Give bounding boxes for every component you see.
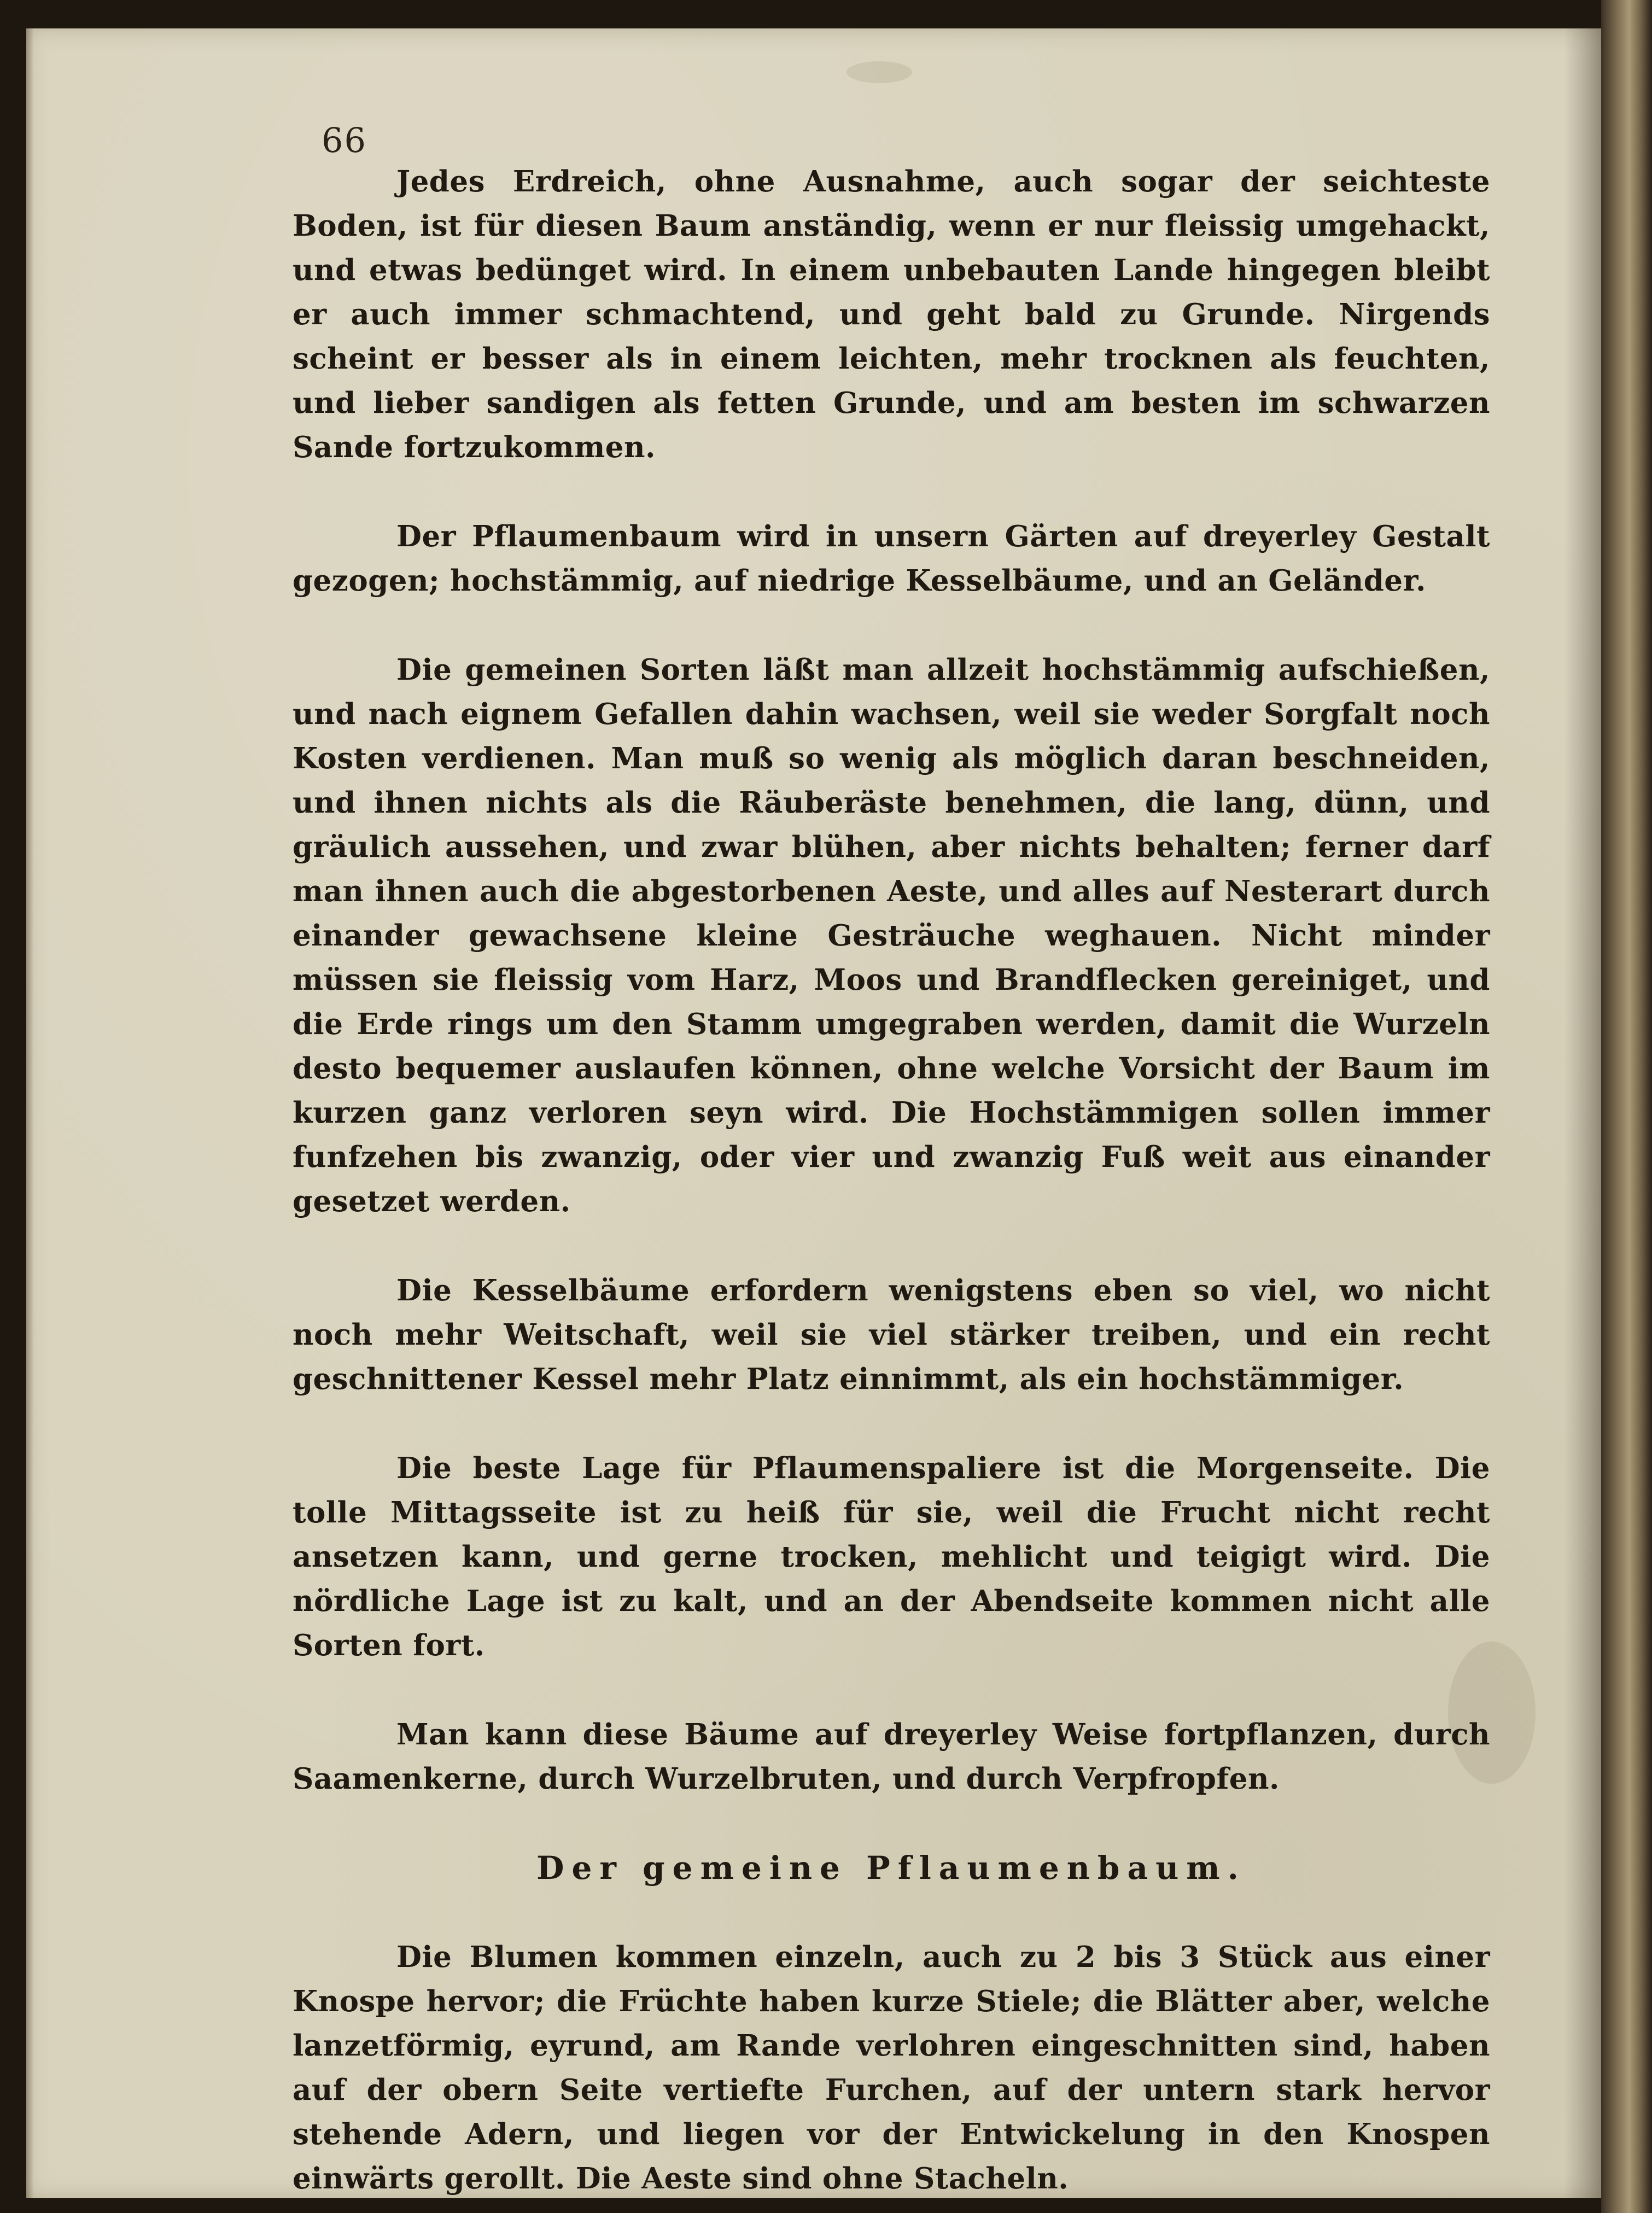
- paragraph-forms: Der Pflaumenbaum wird in unsern Gärten auf dreyerley Gestalt gezogen; hochstämmig, auf niedrige Kesselbäume, und an Geländer.: [293, 519, 1490, 598]
- paragraph-propagation: Man kann diese Bäume auf dreyerley Weise fortpflanzen, durch Saamenkerne, durch Wurzelbruten, und durch Verpfropfen.: [293, 1718, 1490, 1796]
- paragraph-kettle-trees: Die Kesselbäume erfordern wenigstens eben so viel, wo nicht noch mehr Weitschaft, weil sie viel stärker treiben, und ein recht geschnittener Kessel mehr Platz einnimmt, als ein hochstämmiger.: [293, 1274, 1490, 1396]
- paragraph-common-sorts: Die gemeinen Sorten läßt man allzeit hochstämmig aufschießen, und nach eignem Gefallen dahin wachsen, weil sie weder Sorgfalt noch Kosten verdienen. Man muß so wenig als möglich daran beschneiden, und ihnen nichts als die Räuberäste benehmen, die lang, dünn, und gräulich aussehen, und zwar blühen, aber nichts behalten; ferner darf man ihnen auch die abgestorbenen Aeste, und alles auf Nesterart durch einander gewachsene kleine Gesträuche weghauen. Nicht minder müssen sie fleissig vom Harz, Moos und Brandflecken gereiniget, und die Erde rings um den Stamm umgegraben werden, damit die Wurzeln desto bequemer auslaufen können, ohne welche Vorsicht der Baum im kurzen ganz verloren seyn wird. Die Hochstämmigen sollen immer funfzehen bis zwanzig, oder vier und zwanzig Fuß weit aus einander gesetzet werden.: [293, 653, 1490, 1218]
- page-left-edge: [26, 28, 34, 2198]
- paragraph-espalier-location: Die beste Lage für Pflaumenspaliere ist die Morgenseite. Die tolle Mittagsseite ist zu heiß für sie, weil die Frucht nicht recht ansetzen kann, und gerne trocken, mehlicht und teigigt wird. Die nördliche Lage ist zu kalt, und an der Abendseite kommen nicht alle Sorten fort.: [293, 1451, 1490, 1662]
- paper-stain: [847, 61, 912, 83]
- paragraph-soil: Jedes Erdreich, ohne Ausnahme, auch sogar der seichteste Boden, ist für diesen Baum anständig, wenn er nur fleissig umgehackt, und etwas bedünget wird. In einem unbebauten Lande hingegen bleibt er auch immer schmachtend, und geht bald zu Grunde. Nirgends scheint er besser als in einem leichten, mehr trocknen als feuchten, und lieber sandigen als fetten Grunde, und am besten im schwarzen Sande fortzukommen.: [293, 165, 1490, 464]
- page-number: 66: [322, 120, 367, 160]
- section-heading: Der gemeine Pflaumenbaum.: [536, 1849, 1246, 1887]
- paragraph-description: Die Blumen kommen einzeln, auch zu 2 bis 3 Stück aus einer Knospe hervor; die Früchte haben kurze Stiele; die Blätter aber, welche lanzetförmig, eyrund, am Rande verlohren eingeschnitten sind, haben auf der obern Seite vertiefte Furchen, auf der untern stark hervor stehende Adern, und liegen vor der Entwickelung in den Knospen einwärts gerollt. Die Aeste sind ohne Stacheln.: [293, 1940, 1490, 2196]
- body-text: [293, 160, 1490, 2201]
- book-spine: [1601, 0, 1652, 2213]
- gutter-shadow: [1564, 28, 1602, 2198]
